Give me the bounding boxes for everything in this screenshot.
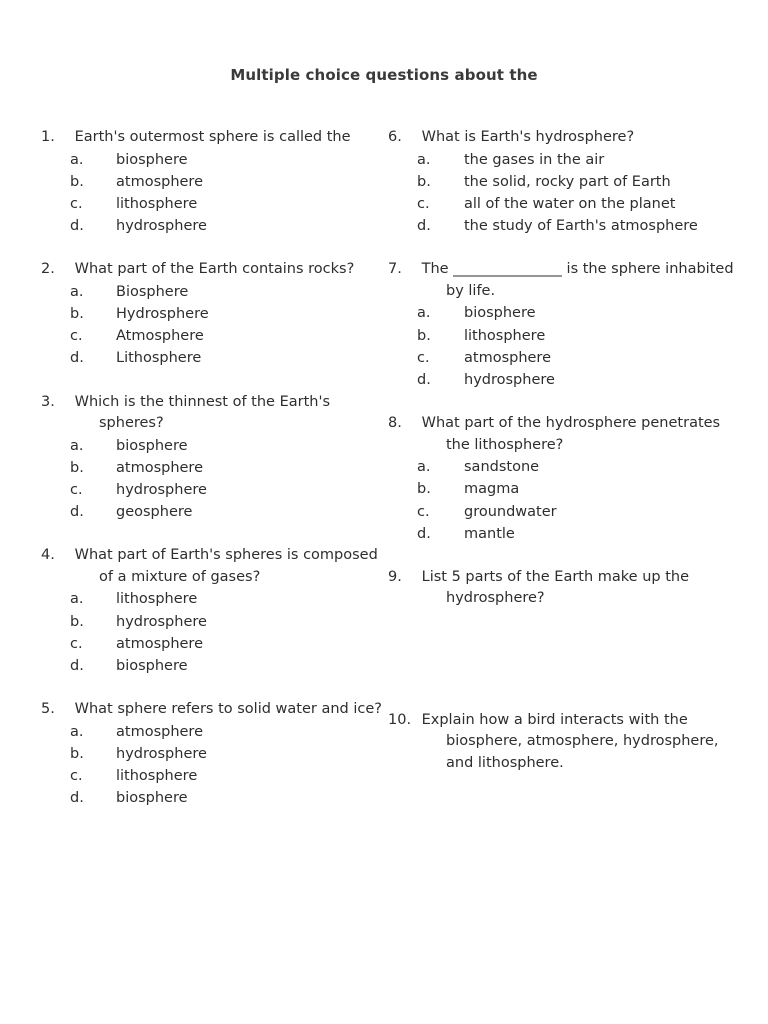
option-text: hydrosphere <box>116 745 207 762</box>
question-item <box>41 127 390 237</box>
question-prompt: List 5 parts of the Earth make up the hydrosphere? <box>421 568 690 607</box>
question-text: 5. What sphere refers to solid water and ice? <box>41 701 382 718</box>
answer-option <box>70 743 390 765</box>
question-item <box>41 545 390 677</box>
answer-option <box>417 478 737 500</box>
question-prompt: The _______________ is the sphere inhabited by life. <box>421 261 734 299</box>
option-text: atmosphere <box>116 459 203 476</box>
answer-option <box>417 215 737 237</box>
question-text: 6. What is Earth's hydrosphere? <box>388 129 635 145</box>
option-letter: a. <box>70 437 84 454</box>
question-prompt: What is Earth's hydrosphere? <box>421 129 635 145</box>
answer-option <box>417 523 737 545</box>
answer-option <box>70 325 390 347</box>
option-letter: c. <box>417 349 430 366</box>
answer-space <box>417 610 737 688</box>
question-prompt: What part of Earth's spheres is composed of a mixture of gases? <box>74 547 378 585</box>
option-letter: a. <box>417 305 431 322</box>
question-item <box>388 567 737 688</box>
answer-option <box>70 215 390 237</box>
option-letter: d. <box>417 525 431 542</box>
option-text: Atmosphere <box>116 328 204 345</box>
option-text: lithosphere <box>116 195 198 212</box>
question-text: 2. What part of the Earth contains rocks? <box>41 261 355 278</box>
option-letter: b. <box>417 173 431 190</box>
option-letter: d. <box>70 218 84 235</box>
answer-option <box>417 149 737 171</box>
option-text: the solid, rocky part of Earth <box>464 173 671 190</box>
answer-option <box>70 655 390 677</box>
option-text: hydrosphere <box>116 613 207 630</box>
option-letter: d. <box>70 350 84 367</box>
option-text: groundwater <box>464 503 557 520</box>
option-text: the gases in the air <box>464 151 605 168</box>
answer-option <box>417 302 737 324</box>
answer-option <box>70 193 390 215</box>
option-letter: d. <box>70 504 84 521</box>
option-text: the study of Earth's atmosphere <box>464 218 698 235</box>
question-text: 10. Explain how a bird interacts with the biosphere, atmosphere, hydrosphere, and lithosphere. <box>388 711 719 771</box>
option-letter: b. <box>417 327 431 344</box>
option-letter: a. <box>417 459 431 476</box>
option-text: hydrosphere <box>464 371 555 388</box>
option-letter: d. <box>70 790 84 807</box>
option-text: atmosphere <box>116 635 203 652</box>
question-item <box>388 259 737 391</box>
option-letter: a. <box>70 283 84 300</box>
option-text: biosphere <box>116 790 188 807</box>
question-prompt: What sphere refers to solid water and ice? <box>74 701 382 718</box>
option-letter: c. <box>70 635 83 652</box>
question-prompt: What part of the Earth contains rocks? <box>74 261 355 278</box>
option-text: mantle <box>464 525 515 542</box>
option-letter: c. <box>70 482 83 499</box>
answer-option <box>70 588 390 610</box>
option-text: lithosphere <box>116 768 198 785</box>
option-text: biosphere <box>116 151 188 168</box>
option-text: biosphere <box>116 437 188 454</box>
answer-option <box>70 149 390 171</box>
answer-option <box>70 501 390 523</box>
option-letter: c. <box>70 768 83 785</box>
left-question-column <box>41 127 390 832</box>
option-letter: c. <box>417 195 430 212</box>
answer-option <box>417 347 737 369</box>
option-text: Biosphere <box>116 283 189 300</box>
answer-option <box>70 457 390 479</box>
option-letter: a. <box>417 151 431 168</box>
question-item <box>388 127 737 237</box>
option-text: biosphere <box>464 305 536 322</box>
option-text: lithosphere <box>464 327 546 344</box>
answer-option <box>417 369 737 391</box>
option-letter: c. <box>70 195 83 212</box>
question-prompt: Earth's outermost sphere is called the <box>74 129 351 145</box>
option-letter: b. <box>70 745 84 762</box>
answer-option <box>70 479 390 501</box>
question-prompt: Explain how a bird interacts with the biosphere, atmosphere, hydrosphere, and lithosphere. <box>421 711 719 771</box>
answer-option <box>70 281 390 303</box>
option-letter: b. <box>417 481 431 498</box>
answer-option <box>417 193 737 215</box>
option-letter: b. <box>70 459 84 476</box>
option-text: hydrosphere <box>116 218 207 235</box>
answer-option <box>417 171 737 193</box>
option-text: geosphere <box>116 504 193 521</box>
question-item <box>388 413 737 545</box>
question-item <box>388 710 737 775</box>
question-text: 7. The _______________ is the sphere inhabited by life. <box>388 261 734 299</box>
option-text: atmosphere <box>116 723 203 740</box>
option-text: magma <box>464 481 520 498</box>
answer-option <box>70 787 390 809</box>
question-text: 4. What part of Earth's spheres is composed of a mixture of gases? <box>41 547 378 585</box>
option-letter: d. <box>417 371 431 388</box>
answer-option <box>70 171 390 193</box>
answer-option <box>70 435 390 457</box>
option-letter: c. <box>70 328 83 345</box>
answer-option <box>417 501 737 523</box>
answer-option <box>70 303 390 325</box>
question-prompt: Which is the thinnest of the Earth's spheres? <box>74 393 331 432</box>
page-title: Multiple choice questions about the <box>230 66 538 84</box>
answer-option <box>70 611 390 633</box>
option-letter: b. <box>70 173 84 190</box>
question-item <box>41 259 390 369</box>
question-text: 1. Earth's outermost sphere is called the <box>41 129 351 145</box>
option-text: atmosphere <box>116 173 203 190</box>
question-text: 8. What part of the hydrosphere penetrates the lithosphere? <box>388 415 721 453</box>
question-item <box>41 699 390 809</box>
answer-option <box>70 633 390 655</box>
answer-option <box>70 721 390 743</box>
question-text: 9. List 5 parts of the Earth make up the hydrosphere? <box>388 568 690 607</box>
answer-option <box>417 325 737 347</box>
question-item <box>41 392 390 524</box>
option-letter: d. <box>70 658 84 675</box>
option-letter: a. <box>70 723 84 740</box>
option-text: Hydrosphere <box>116 306 209 323</box>
option-letter: b. <box>70 613 84 630</box>
answer-option <box>70 765 390 787</box>
option-text: Lithosphere <box>116 350 202 367</box>
option-text: hydrosphere <box>116 482 207 499</box>
option-text: sandstone <box>464 459 540 476</box>
answer-option <box>417 456 737 478</box>
option-text: biosphere <box>116 658 188 675</box>
option-text: all of the water on the planet <box>464 195 676 212</box>
option-letter: d. <box>417 218 431 235</box>
option-text: lithosphere <box>116 591 198 608</box>
option-letter: b. <box>70 306 84 323</box>
question-text: 3. Which is the thinnest of the Earth's spheres? <box>41 393 331 432</box>
option-letter: c. <box>417 503 430 520</box>
question-prompt: What part of the hydrosphere penetrates the lithosphere? <box>421 415 721 453</box>
right-question-column <box>388 127 737 796</box>
option-text: atmosphere <box>464 349 551 366</box>
option-letter: a. <box>70 591 84 608</box>
option-letter: a. <box>70 151 84 168</box>
answer-option <box>70 347 390 369</box>
